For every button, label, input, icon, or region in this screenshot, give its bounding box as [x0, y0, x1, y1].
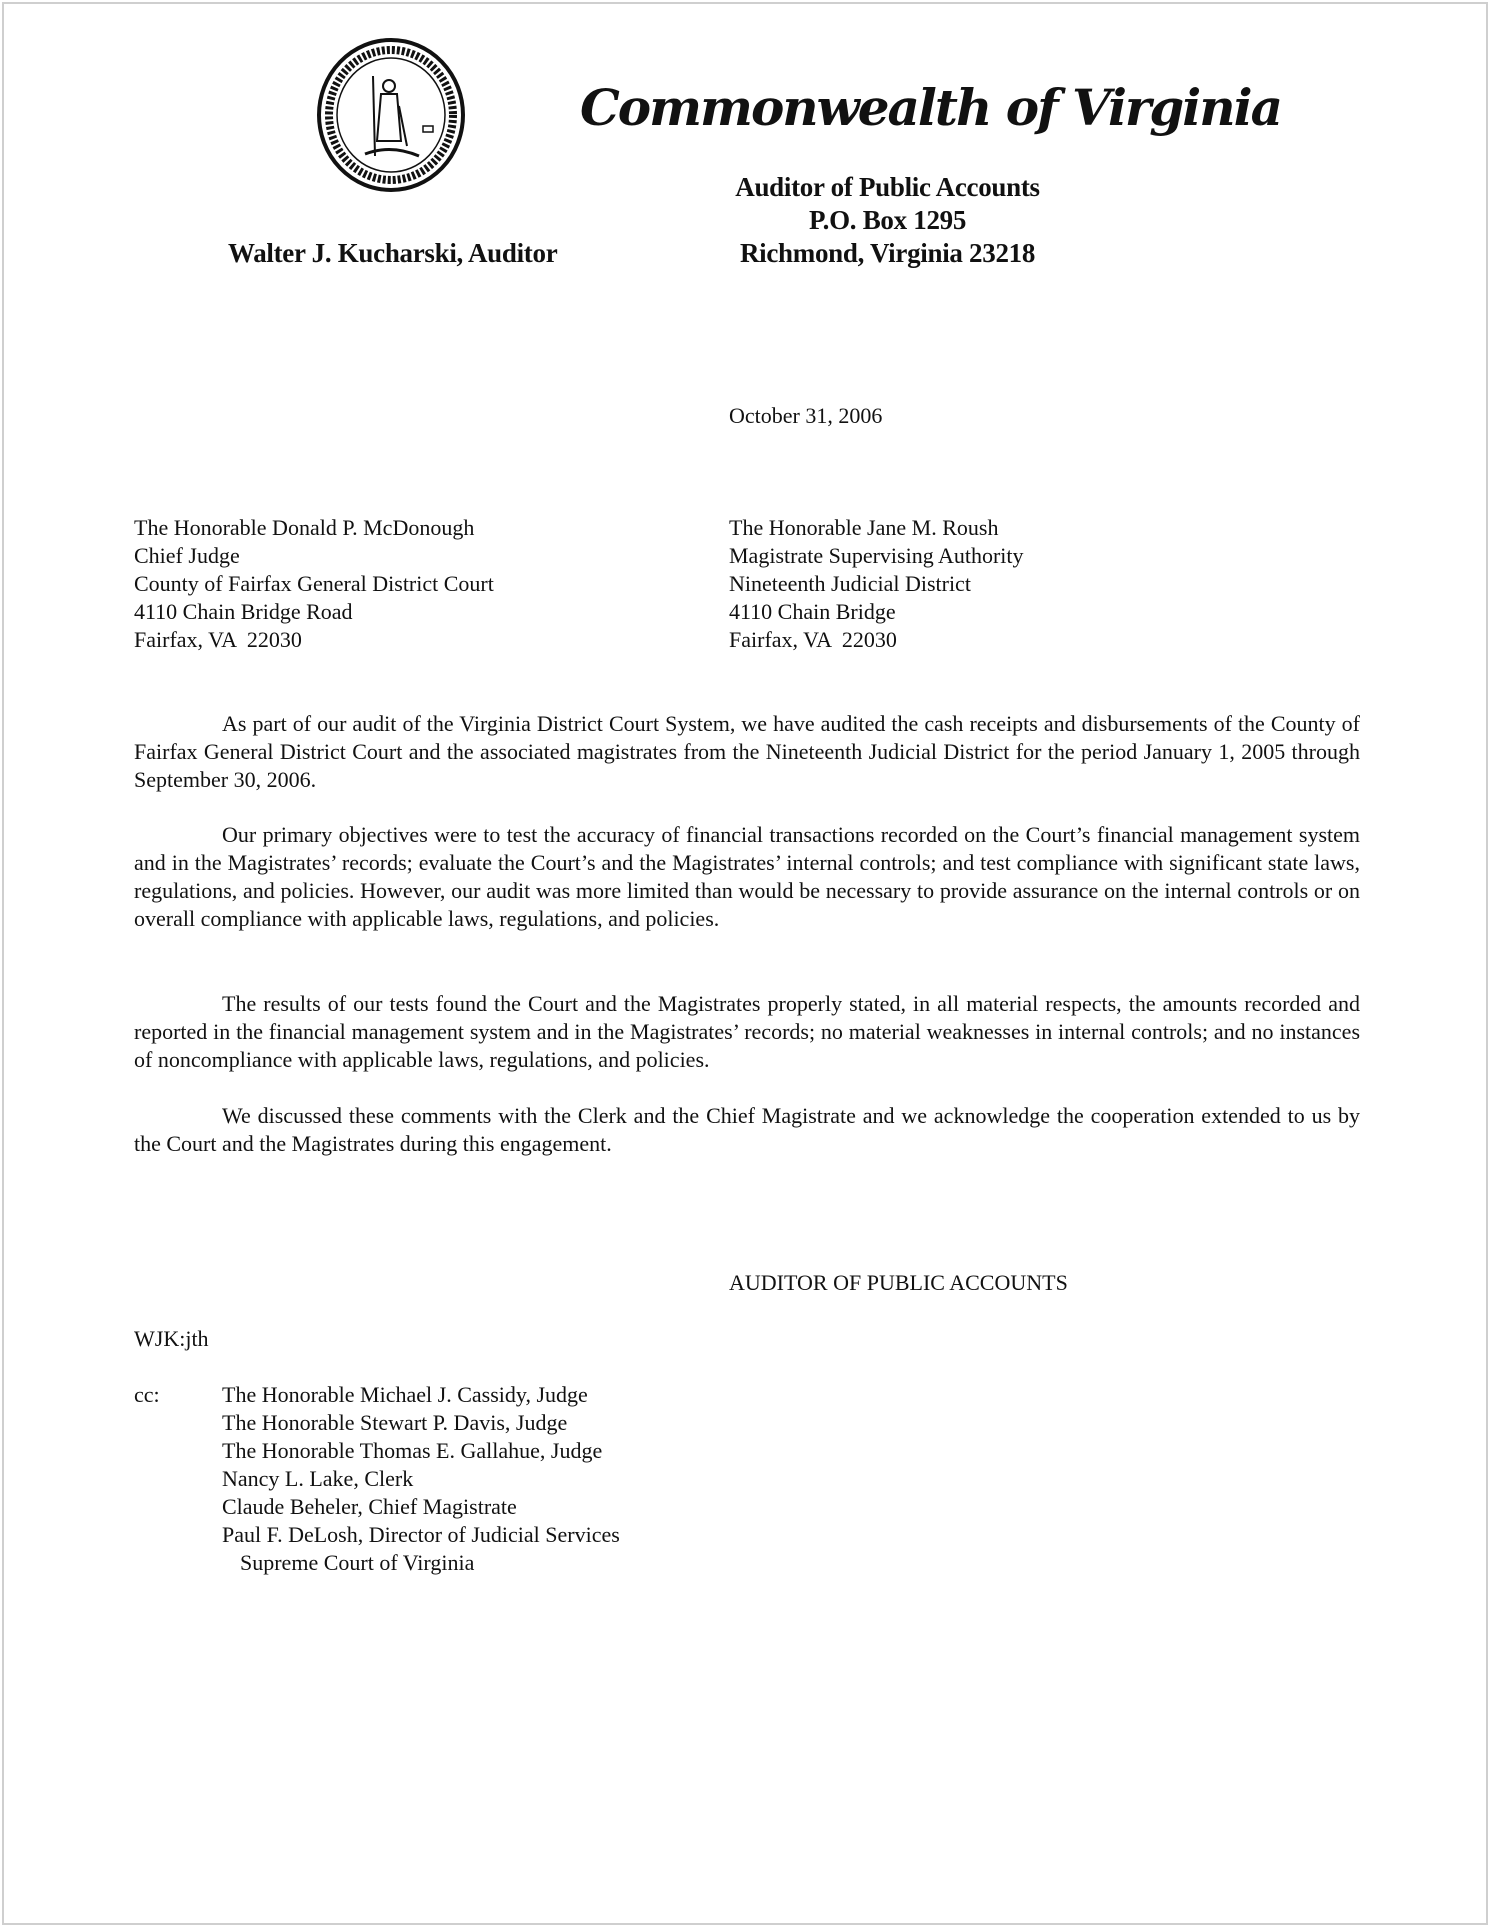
office-city: Richmond, Virginia 23218 — [739, 238, 1036, 268]
address-line: The Honorable Donald P. McDonough — [134, 515, 475, 540]
signature-block: AUDITOR OF PUBLIC ACCOUNTS — [729, 1270, 1068, 1295]
body-paragraph: Our primary objectives were to test the accuracy of financial transactions recorded on the Court’s financial management system and in the Magistrates’ records; evaluate the Court’s and the Magistrates’ internal controls; and test compliance with significant state laws, regulations, and policies. However, our audit was more limited than would be necessary to provide assurance on the internal controls or on overall compliance with applicable laws, regulations, and policies. — [134, 822, 1360, 931]
body-paragraph: We discussed these comments with the Clerk and the Chief Magistrate and we acknowledge the cooperation extended to us by the Court and the Magistrates during this engagement. — [134, 1103, 1360, 1156]
auditor-name: Walter J. Kucharski, Auditor — [228, 238, 558, 268]
po-box: P.O. Box 1295 — [808, 205, 967, 235]
body-paragraph: The results of our tests found the Court and the Magistrates properly stated, in all material respects, the amounts recorded and reported in the financial management system and in the Magistrates’ records; no material weaknesses in internal controls; and no instances of noncompliance with applicable laws, regulations, and policies. — [134, 991, 1360, 1072]
cc-list — [222, 1381, 620, 1577]
page-border — [2, 2, 1488, 1925]
office-name: Auditor of Public Accounts — [735, 172, 1040, 202]
address-line: County of Fairfax General District Court — [134, 571, 494, 596]
cc-item: The Honorable Stewart P. Davis, Judge — [222, 1410, 568, 1435]
recipient-address-1 — [134, 514, 494, 654]
typist-initials: WJK:jth — [134, 1326, 209, 1351]
cc-item: Supreme Court of Virginia — [240, 1550, 475, 1575]
address-line: Nineteenth Judicial District — [729, 571, 971, 596]
cc-item: Nancy L. Lake, Clerk — [222, 1466, 414, 1491]
letterhead-title: Commonwealth of Virginia — [580, 78, 1281, 137]
body-paragraph: As part of our audit of the Virginia District Court System, we have audited the cash receipts and disbursements of the County of Fairfax General District Court and the associated magistrates from the Nineteenth Judicial District for the period January 1, 2005 through September 30, 2006. — [134, 711, 1360, 792]
cc-item: Claude Beheler, Chief Magistrate — [222, 1494, 517, 1519]
address-line: Fairfax, VA 22030 — [134, 627, 302, 652]
cc-label: cc: — [134, 1382, 160, 1407]
virginia-seal-icon — [315, 36, 467, 194]
address-line: Magistrate Supervising Authority — [729, 543, 1024, 568]
address-line: 4110 Chain Bridge — [729, 599, 896, 624]
address-line: Chief Judge — [134, 543, 240, 568]
cc-item: The Honorable Michael J. Cassidy, Judge — [222, 1382, 588, 1407]
cc-item: The Honorable Thomas E. Gallahue, Judge — [222, 1438, 603, 1463]
recipient-address-2 — [729, 514, 1024, 654]
address-line: 4110 Chain Bridge Road — [134, 599, 353, 624]
address-line: The Honorable Jane M. Roush — [729, 515, 999, 540]
letter-date: October 31, 2006 — [729, 403, 883, 428]
cc-item: Paul F. DeLosh, Director of Judicial Services — [222, 1522, 620, 1547]
address-line: Fairfax, VA 22030 — [729, 627, 897, 652]
